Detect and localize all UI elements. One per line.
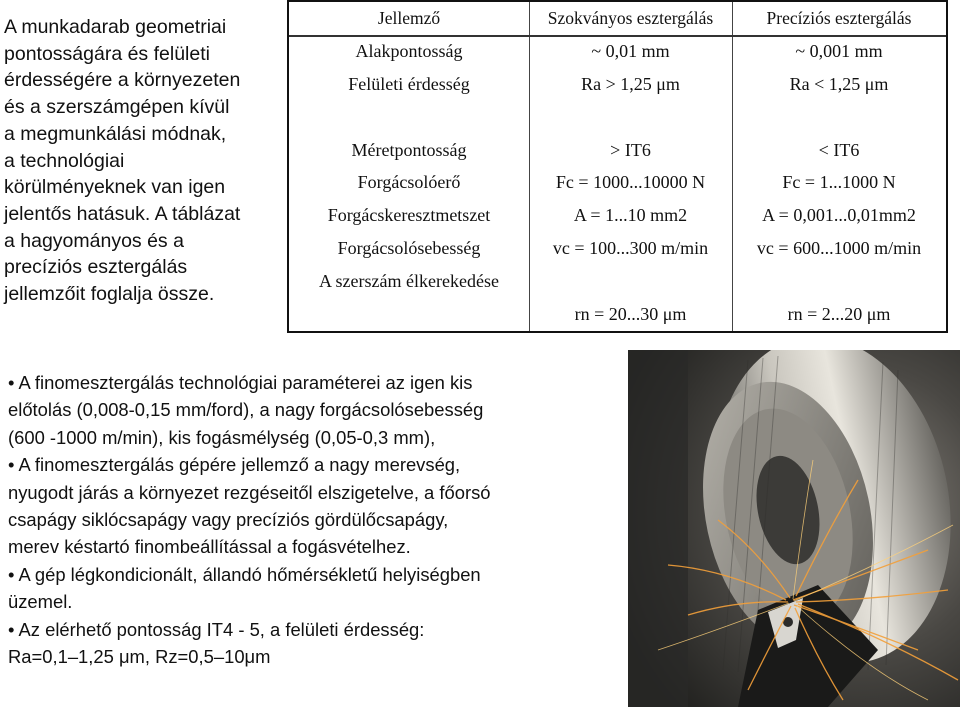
table-cell: Fc = 1...1000 N [782, 172, 896, 193]
table-cell: ~ 0,01 mm [591, 40, 670, 61]
intro-line: érdességére a környezeten [4, 69, 241, 92]
intro-line: precíziós esztergálás [4, 256, 188, 279]
table-column-divider [529, 2, 530, 331]
intro-line: jelentős hatásuk. A táblázat [4, 202, 241, 225]
intro-line: a hagyományos és a [4, 229, 184, 252]
table-cell: Ra < 1,25 μm [789, 73, 889, 94]
table-header-cell: Precíziós esztergálás [766, 7, 912, 28]
table-cell: Forgácsolósebesség [337, 238, 481, 259]
bullet-line: (600 -1000 m/min), kis fogásmélység (0,05-0,3 mm), [8, 426, 436, 448]
bullet-line: Ra=0,1–1,25 μm, Rz=0,5–10μm [8, 646, 271, 668]
intro-line: a megmunkálási módnak, [4, 122, 227, 145]
intro-line: pontosságára és felületi [4, 42, 210, 65]
table-cell: ~ 0,001 mm [795, 40, 883, 61]
table-column-divider [732, 2, 733, 331]
table-cell: > IT6 [610, 139, 651, 160]
table-header-cell: Jellemző [377, 7, 441, 28]
table-cell [529, 265, 732, 298]
intro-line: a technológiai [4, 149, 125, 172]
table-cell: Méretpontosság [351, 139, 467, 160]
table-cell: Fc = 1000...10000 N [555, 172, 706, 193]
table-cell: Alakpontosság [355, 40, 463, 61]
table-cell: A = 0,001...0,01mm2 [762, 205, 916, 226]
turning-photo [628, 350, 960, 707]
intro-line: és a szerszámgépen kívül [4, 96, 230, 119]
intro-line: körülményeknek van igen [4, 176, 226, 199]
bullet-line: merev késtartó finombeállítással a fogásvételhez. [8, 536, 411, 558]
bullet-line: üzemel. [8, 591, 73, 613]
bullet-line: előtolás (0,008-0,15 mm/ford), a nagy forgácsolósebesség [8, 399, 484, 421]
bullet-line: csapágy siklócsapágy vagy precíziós gördülőcsapágy, [8, 509, 449, 531]
table-cell: Forgácsolóerő [357, 172, 461, 193]
bullet-line: • A finomesztergálás technológiai paraméterei az igen kis [8, 372, 473, 393]
table-cell [289, 298, 529, 331]
bullet-line: • A finomesztergálás gépére jellemző a nagy merevség, [8, 454, 461, 476]
table-cell [289, 101, 529, 134]
table-cell [529, 101, 732, 134]
bullet-line: • Az elérhető pontosság IT4 - 5, a felületi érdesség: [8, 618, 425, 640]
bullet-line: nyugodt járás a környezet rezgéseitől elszigetelve, a főorsó [8, 481, 491, 503]
table-cell: A szerszám élkerekedése [319, 271, 499, 292]
table-cell [732, 265, 946, 298]
table-cell: rn = 2...20 μm [787, 303, 891, 324]
table-cell: Forgácskeresztmetszet [327, 205, 491, 226]
intro-line: A munkadarab geometriai [4, 16, 227, 38]
table-cell: < IT6 [818, 139, 860, 160]
lathe-illustration [628, 350, 960, 707]
table-header-divider [289, 35, 946, 37]
bullet-list [8, 369, 623, 670]
bullet-line: • A gép légkondicionált, állandó hőmérsékletű helyiségben [8, 563, 481, 585]
table-cell: rn = 20...30 μm [574, 303, 687, 324]
table-cell: A = 1...10 mm2 [573, 205, 688, 226]
table-cell [732, 101, 946, 134]
intro-line: jellemzőit foglalja össze. [4, 283, 215, 306]
table-cell: Ra > 1,25 μm [581, 73, 680, 94]
comparison-table [287, 0, 948, 333]
table-cell: Felületi érdesség [348, 73, 470, 94]
intro-paragraph [4, 14, 279, 308]
table-cell: vc = 100...300 m/min [552, 238, 709, 259]
table-cell: vc = 600...1000 m/min [756, 238, 922, 259]
table-header-cell: Szokványos esztergálás [547, 7, 714, 28]
